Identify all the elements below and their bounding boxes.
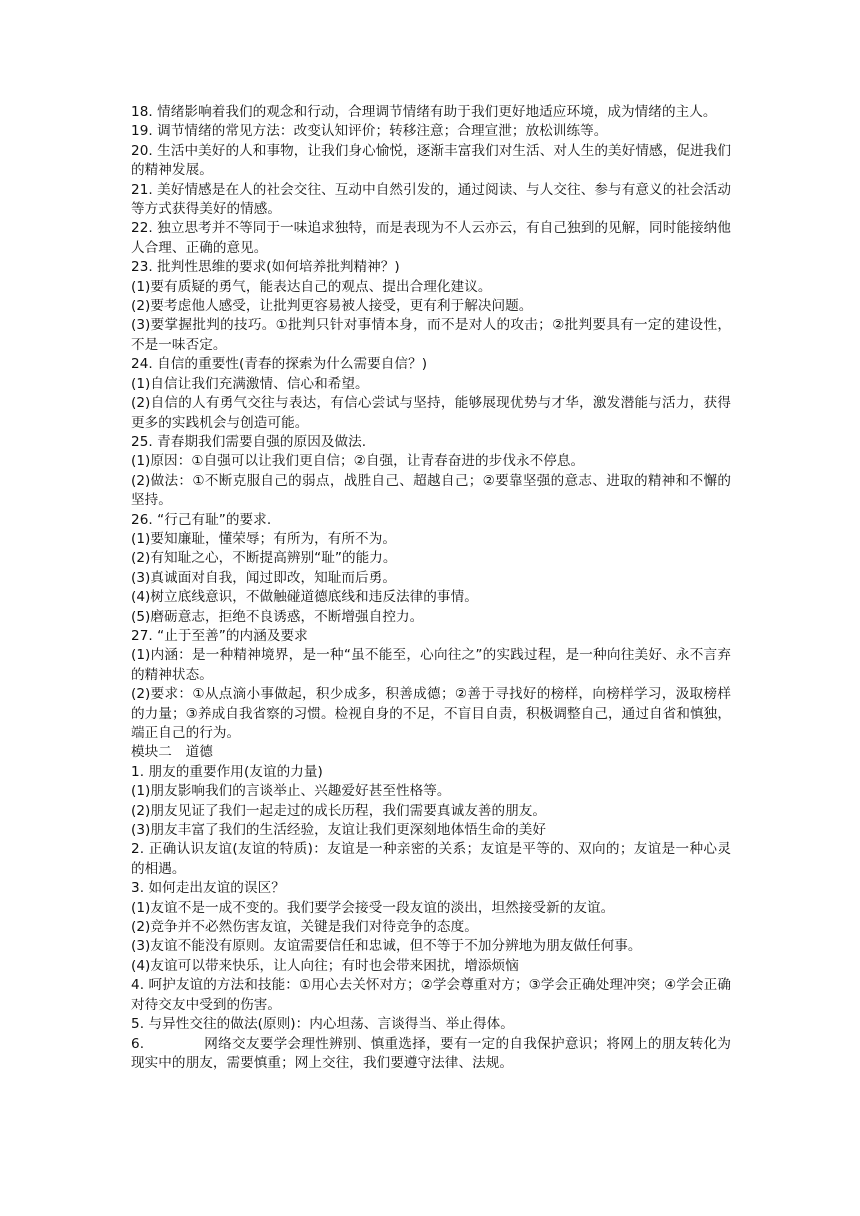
section-heading: 26. “行己有耻”的要求.: [131, 511, 272, 528]
text-line: (5)磨砺意志，拒绝不良诱惑，不断增强自控力。: [131, 608, 424, 625]
item-text: 网络交友要学会理性辨别、慎重选择，要有一定的自我保护意识；将网上的朋友转化为现实中的朋友，需要慎重；网上交往，我们要遵守法律、法规。: [131, 1035, 731, 1071]
text-line: (1)原因：①自强可以让我们更自信；②自强，让青春奋进的步伐永不停息。: [131, 453, 585, 470]
text-line-item-6: [131, 1035, 731, 1074]
text-line: 18. 情绪影响着我们的观念和行动，合理调节情绪有助于我们更好地适应环境，成为情绪的主人。: [131, 104, 717, 120]
text-line: (2)朋友见证了我们一起走过的成长历程，我们需要真诚友善的朋友。: [131, 802, 547, 819]
section-heading: 3. 如何走出友谊的误区？: [131, 880, 285, 897]
item-number: 6.: [131, 1035, 145, 1052]
text-line: (3)真诚面对自我，闻过即改，知耻而后勇。: [131, 569, 396, 586]
section-heading: 27. “止于至善”的内涵及要求: [131, 627, 308, 644]
text-line: 20. 生活中美好的人和事物，让我们身心愉悦，逐渐丰富我们对生活、对人生的美好情感，促进我们的精神发展。: [131, 142, 731, 179]
text-line: 4. 呵护友谊的方法和技能：①用心去关怀对方；②学会尊重对方；③学会正确处理冲突；④学会正确对待交友中受到的伤害。: [131, 977, 731, 1013]
text-line: 2. 正确认识友谊(友谊的特质)：友谊是一种亲密的关系；友谊是平等的、双向的；友谊是一种心灵的相遇。: [131, 841, 731, 877]
section-heading: 25. 青春期我们需要自强的原因及做法.: [131, 433, 367, 450]
text-line: (2)要求：①从点滴小事做起，积少成多，积善成德；②善于寻找好的榜样，向榜样学习，汲取榜样的力量；③养成自我省察的习惯。检视自身的不足，不盲目自责，积极调整自己，通过自省和慎独，端正自己的行为。: [131, 686, 731, 741]
text-line: (1)朋友影响我们的言谈举止、兴趣爱好甚至性格等。: [131, 783, 451, 800]
text-line: (2)竞争并不必然伤害友谊，关键是我们对待竞争的态度。: [131, 919, 478, 936]
text-line: (2)做法：①不断克服自己的弱点，战胜自己、超越自己；②要靠坚强的意志、进取的精神和不懈的坚持。: [131, 472, 731, 509]
text-line: 22. 独立思考并不等同于一味追求独特，而是表现为不人云亦云，有自己独到的见解，同时能接纳他人合理、正确的意见。: [131, 220, 731, 256]
text-line: (3)友谊不能没有原则。友谊需要信任和忠诚，但不等于不加分辨地为朋友做任何事。: [131, 938, 642, 955]
section-heading: 24. 自信的重要性(青春的探索为什么需要自信？): [131, 356, 428, 373]
text-line: (2)自信的人有勇气交往与表达，有信心尝试与坚持，能够展现优势与才华，激发潜能与活力，获得更多的实践机会与创造可能。: [131, 395, 731, 431]
text-line: (4)树立底线意识，不做触碰道德底线和违反法律的事情。: [131, 589, 478, 606]
text-line: (1)要有质疑的勇气，能表达自己的观点、提出合理化建议。: [131, 278, 492, 295]
text-line: (3)要掌握批判的技巧。①批判只针对事情本身，而不是对人的攻击；②批判要具有一定的建设性，不是一味否定。: [131, 317, 731, 353]
text-line: (4)友谊可以带来快乐，让人向往；有时也会带来困扰，增添烦恼: [131, 957, 519, 974]
text-line: 19. 调节情绪的常见方法：改变认知评价；转移注意；合理宣泄；放松训练等。: [131, 123, 608, 140]
text-line: 5. 与异性交往的做法(原则)：内心坦荡、言谈得当、举止得体。: [131, 1016, 514, 1033]
text-line: (1)要知廉耻，懂荣辱；有所为，有所不为。: [131, 530, 396, 547]
text-line: (2)有知耻之心，不断提高辨别“耻”的能力。: [131, 550, 397, 567]
text-line: 21. 美好情感是在人的社会交往、互动中自然引发的，通过阅读、与人交往、参与有意义的社会活动等方式获得美好的情感。: [131, 181, 731, 218]
module-heading: 模块二 道德: [131, 744, 213, 761]
text-line: (1)内涵：是一种精神境界，是一种“虽不能至，心向往之”的实践过程，是一种向往美好、永不言弃的精神状态。: [131, 647, 731, 683]
section-heading: 23. 批判性思维的要求(如何培养批判精神？): [131, 259, 400, 276]
text-line: (2)要考虑他人感受，让批判更容易被人接受，更有利于解决问题。: [131, 298, 533, 315]
text-line: (1)友谊不是一成不变的。我们要学会接受一段友谊的淡出，坦然接受新的友谊。: [131, 899, 615, 916]
text-line: (3)朋友丰富了我们的生活经验，友谊让我们更深刻地体悟生命的美好: [131, 822, 547, 839]
text-line: (1)自信让我们充满激情、信心和希望。: [131, 375, 369, 392]
document-body: [131, 103, 731, 1073]
section-heading: 1. 朋友的重要作用(友谊的力量): [131, 763, 323, 780]
